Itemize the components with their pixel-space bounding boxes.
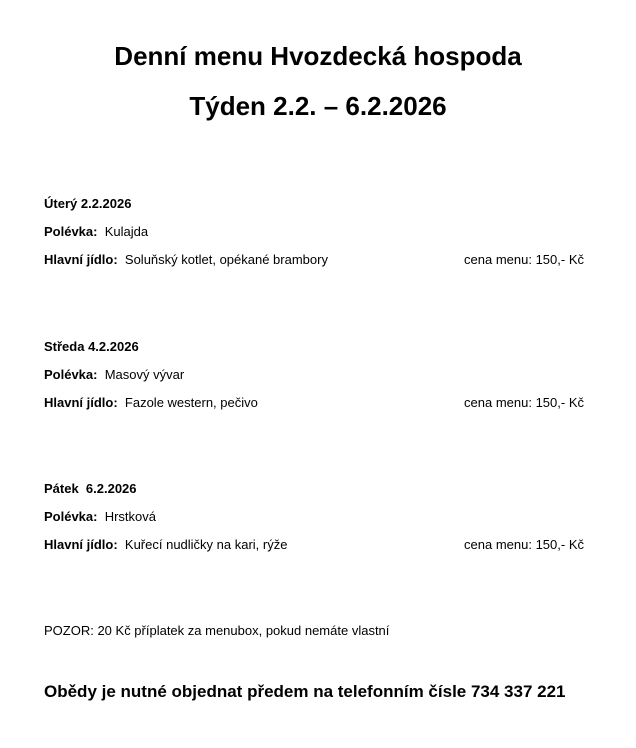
day-date: Středa 4.2.2026 <box>44 339 139 354</box>
main-dish-label: Hlavní jídlo: <box>44 395 118 410</box>
week-range: Týden 2.2. – 6.2.2026 <box>189 91 447 121</box>
main-dish-name: Soluňský kotlet, opékané brambory <box>124 252 328 267</box>
soup-row <box>44 223 590 241</box>
main-dish-name: Fazole western, pečivo <box>124 395 258 410</box>
main-dish-name: Kuřecí nudličky na kari, rýže <box>124 537 288 552</box>
day-date: Pátek 6.2.2026 <box>44 481 137 496</box>
main-dish-row <box>44 394 590 412</box>
main-dish-row <box>44 251 590 269</box>
soup-name: Masový vývar <box>104 367 185 382</box>
soup-row <box>44 366 590 384</box>
soup-label: Polévka: <box>44 367 98 382</box>
menu-price: cena menu: 150,- Kč <box>464 252 584 267</box>
soup-name: Kulajda <box>104 224 149 239</box>
main-dish-label: Hlavní jídlo: <box>44 537 118 552</box>
menu-price: cena menu: 150,- Kč <box>464 537 584 552</box>
soup-row <box>44 508 590 526</box>
order-info: Obědy je nutné objednat předem na telefonním čísle 734 337 221 <box>44 682 566 701</box>
soup-label: Polévka: <box>44 509 98 524</box>
main-dish-row <box>44 536 590 554</box>
menu-price: cena menu: 150,- Kč <box>464 395 584 410</box>
soup-name: Hrstková <box>104 509 157 524</box>
soup-label: Polévka: <box>44 224 98 239</box>
page-title: Denní menu Hvozdecká hospoda <box>114 41 522 71</box>
day-date: Úterý 2.2.2026 <box>44 196 132 211</box>
menubox-note: POZOR: 20 Kč příplatek za menubox, pokud nemáte vlastní <box>44 623 390 638</box>
main-dish-label: Hlavní jídlo: <box>44 252 118 267</box>
